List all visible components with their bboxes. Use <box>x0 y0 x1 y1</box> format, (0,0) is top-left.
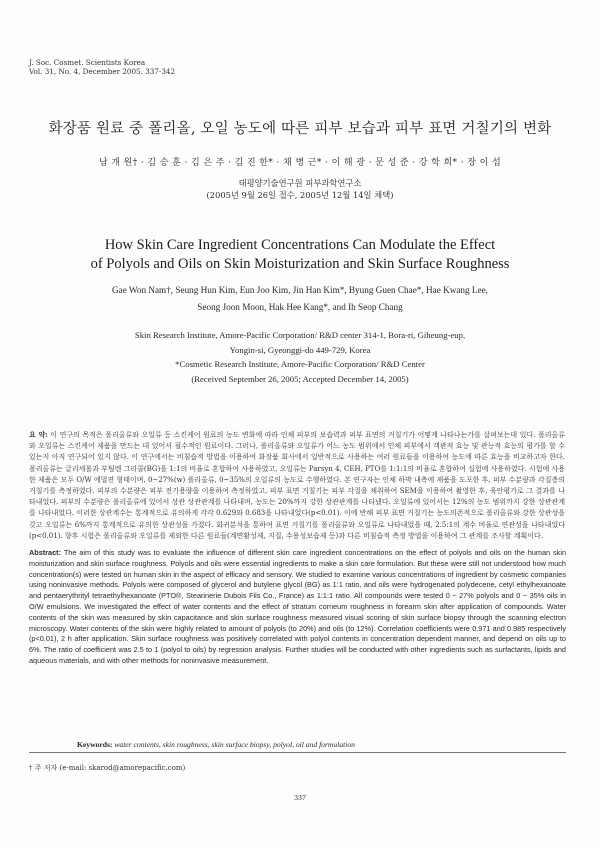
english-authors-line2: Seong Joon Moon, Hak Hee Kang*, and Ih Seop Chang <box>197 302 403 312</box>
english-affiliation-line2: Yongin-si, Gyeonggi-do 449-729, Korea <box>229 344 371 355</box>
english-authors-line1: Gae Won Nam†, Seung Hun Kim, Eun Joo Kim, Jin Han Kim*, Byung Guen Chae*, Hae Kwang Lee, <box>112 285 488 295</box>
korean-institute: 태평양기술연구원 피부과학연구소 <box>238 178 362 188</box>
english-affiliation-line4: (Received September 26, 2005; Accepted December 14, 2005) <box>191 373 409 384</box>
keywords <box>77 740 355 749</box>
english-authors <box>20 282 580 316</box>
journal-header <box>29 58 175 76</box>
korean-dates: (2005년 9월 26일 접수, 2005년 12월 14일 채택) <box>206 190 394 200</box>
english-abstract <box>29 548 566 667</box>
english-abstract-label: Abstract: <box>29 548 62 557</box>
korean-title: 화장품 원료 중 폴리올, 오일 농도에 따른 피부 보습과 피부 표면 거칠기의 변화 <box>48 121 552 137</box>
english-abstract-text: The aim of this study was to evaluate the influence of different skin care ingredient concentrations on the effect of polyols and oils on the human skin moisturization and skin surface roughness. Polyols and oils were essential ingredients to make a skin care formulation. But these were still not understood how much concentration(s) were tested on human skin in the aspect of efficacy and sensory. We studied to examine various concentrations of ingredient by cosmetic companies using noninvasive methods. Polyols were composed of glycerol and butylene glycol (BG) as 1:1 ratio, and oils were hydrogenated polydecene, cetyl ethylhexanoate and pentaerythrityl tetraethylhexanoate (PTO®, Stearinerie Dubois Fils Co., France) as 1:1:1 ratio. All compounds were tested 0 ~ 27% polyols and 0 ~ 35% oils in O/W emulsions. We investigated the effect of water contents and the effect of stratum corneum roughness in forearm skin after application of compounds. Water contents of the skin was measured by skin capacitance and skin surface roughness measured visual scoring of skin surface biopsy through the scanning electron microscopy. Water contents of the skin were highly related to amount of polyols (to 20%) and oils (to 12%). Correlation coefficients were 0.971 and 0.985 respectively (p<0.01), 2 h after application. Skin surface roughness was positively correlated with polyol contents in concentration dependent manner, and depend on oils up to 6%. The ratio of coefficient was 2.5 to 1 (polyol to oils) by regression analysis. Further studies will be conducted with other ingredients such as surfactants, lipids and aqueous materials, and with other methods for noninvasive measurement. <box>29 548 566 665</box>
page-number: 337 <box>294 793 306 802</box>
corresponding-author-footnote: † 주 저자 (e-mail: skarod@amorepacific.com) <box>29 764 186 772</box>
english-affiliation-line1: Skin Research Institute, Amore-Pacific Corporation/ R&D center 314-1, Bora-ri, Giheung-eup, <box>134 330 466 340</box>
english-title-line2: of Polyols and Oils on Skin Moisturization and Skin Surface Roughness <box>90 256 510 272</box>
keywords-text: water contents, skin roughness, skin surface biopsy, polyol, oil and formulation <box>112 740 355 749</box>
english-title <box>20 236 580 274</box>
journal-name: J. Soc. Cosmet. Scientists Korea <box>29 58 146 67</box>
korean-abstract-text: 이 연구의 목적은 폴리올류와 오일류 등 스킨케어 원료의 농도 변화에 따라 인체 피부의 보습력과 피부 표면의 거칠기가 어떻게 나타나는가를 살펴보는데 있다. 폴리올류와 오일류는 스킨케어 제품을 만드는 데 있어서 필수적인 원료이다. 그러나, 폴리올류와 오일류가 어느 농도 범위에서 인체 피부에서 객관적 효능 및 관능적 효능의 평가를 할 수 있는지 아직 연구되어 있지 않다. 이 연구에서는 비침습적 방법을 이용하여 화장품 회사에서 일반적으로 사용하는 여러 원료들을 이용하여 농도에 따른 효능을 비교하고자 한다. 폴리올류는 글리세롤과 부틸렌 그리콜(BG)을 1:1의 비율로 혼합하여 사용하였고, 오일류는 Parsyn 4, CEH, PTO를 1:1:1의 비율로 혼합하여 실험에 사용하였다. 시험에 사용한 제품은 모두 O/W 에멀젼 형태이며, 0~27%(w) 폴리올류, 0~35%의 오일류의 농도로 수행하였다. 본 연구자는 인체 하박 내측에 제품을 도포한 후, 피부 수분량과 각질층의 거칠기를 측정하였다. 피부의 수분량은 피부 전기용량을 이용하여 측정하였고, 피부 표면 거칠기는 피부 각질을 채취하여 SEM을 이용하여 촬영한 후, 육안평가로 그 결과를 나타내었다. 피부의 수분량은 폴리올류에 있어서 상관 상관관계를 나타내며, 농도는 20%까지 강한 상관관계를 나타냈다. 오일류에 있어서는 12%의 농도 범위까지 강한 상관관계를 나타내었다. 이러한 상관계수는 통계적으로 유의하게 각각 0.629와 0.683을 나타내었다(p<0.01). 이에 반해 피부 표면 거칠기는 농도의존적으로 폴리올류와 강한 상관성을 갖고 오일류는 6%까지 통계적으로 유의한 상관성을 가졌다. 회귀분석을 통하여 표면 거칠기를 폴리올류와 오일류로 나타내었을 때, 2.5:1의 계수 비율로 연관성을 나타내었다(p<0.01). 향후 시험은 폴리올류와 오일류를 제외한 다른 원료들(계면활성제, 지질, 수용성보습제 등)과 다른 비침습적 측정 방법을 이용하여 그 관계를 조사할 계획이다. <box>29 431 565 540</box>
korean-abstract <box>29 429 565 542</box>
korean-abstract-label: 요 약: <box>29 430 48 439</box>
journal-issue: Vol. 31, No. 4, December 2005. 337-342 <box>29 67 176 76</box>
korean-affiliation <box>20 177 580 201</box>
english-title-line1: How Skin Care Ingredient Concentrations Can Modulate the Effect <box>104 237 496 253</box>
keywords-label: Keywords: <box>77 740 113 749</box>
english-affiliation-line3: *Cosmetic Research Institute, Amore-Pacific Corporation/ R&D Center <box>175 359 425 369</box>
english-affiliation <box>20 328 580 386</box>
footnote-divider <box>29 752 566 753</box>
korean-authors: 남 개 원† · 김 승 훈 · 김 은 주 · 김 진 한* · 채 병 근* · 이 해 광 · 문 성 준 · 강 학 희* · 장 이 섭 <box>98 158 502 168</box>
